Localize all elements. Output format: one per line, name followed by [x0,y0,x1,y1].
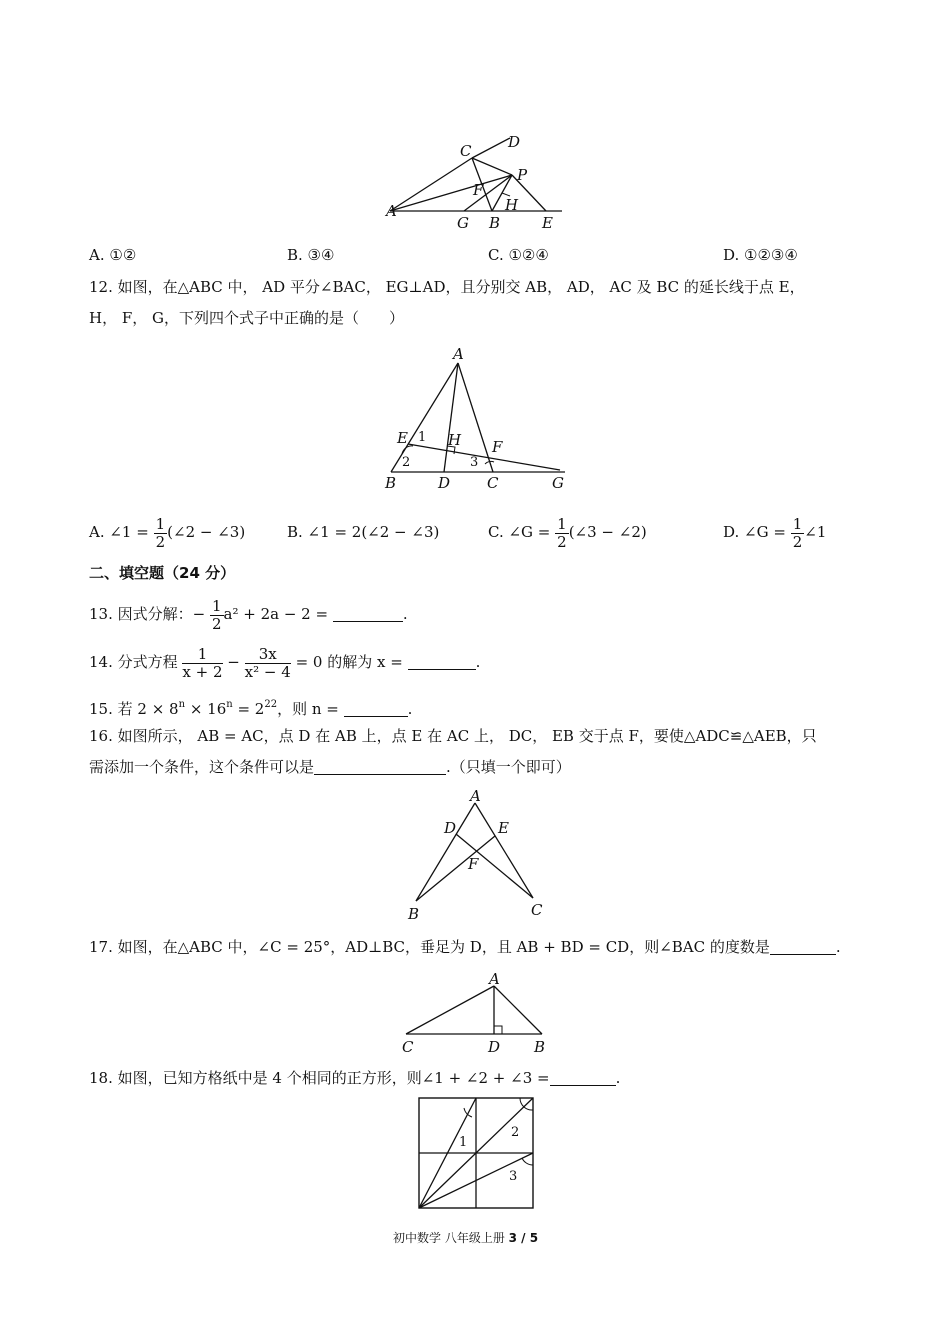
q12-option-a-prefix: A. ∠1 = [89,523,149,541]
q15-mid1: × 16 [185,700,227,718]
q11-option-c: C. ①②④ [488,246,549,264]
q12-d-den: 2 [792,532,803,551]
q16-label-C: C [531,901,543,919]
q15-end: . [407,700,413,718]
q12-label-C: C [487,474,499,491]
q14-end: . [475,653,481,671]
page-footer [393,1228,538,1248]
q14-f2-den: x² − 4 [244,662,291,681]
q15-exp-22: 22 [264,699,278,710]
q12-option-a-half [154,516,168,551]
q16-label-F: F [468,855,479,873]
q11-label-P: P [517,166,528,184]
q12-option-c-suffix: (∠3 − ∠2) [568,523,647,541]
q18-text: 18. 如图，已知方格纸中是 4 个相同的正方形，则∠1 + ∠2 + ∠3 = [89,1069,550,1087]
q17-label-B: B [534,1038,546,1056]
q13-prefix: 13. 因式分解： [89,605,193,623]
q11-label-F: F [473,181,484,199]
q18-label-1: 1 [459,1135,468,1150]
q17-question [89,937,841,957]
q11-label-C: C [460,142,472,160]
q13-fraction [210,598,224,633]
q14-minus: − [227,653,240,671]
q12-option-d-prefix: D. ∠G = [723,523,786,541]
q12-option-b: B. ∠1 = 2(∠2 − ∠3) [287,523,440,541]
q18-end: . [615,1069,621,1087]
q12-question-line2: H， F， G，下列四个式子中正确的是（ ） [89,309,405,327]
q14-f1-den: x + 2 [182,662,223,681]
q14-fraction-2 [245,646,291,681]
q17-label-D: D [488,1038,501,1056]
q11-figure [380,130,580,235]
q15-mid2: = 2 [232,700,265,718]
q17-figure [396,970,556,1058]
q14-mid: = 0 的解为 x = [295,653,403,671]
footer-subject: 初中数学 八年级上册 [393,1231,505,1245]
q14-f2-num: 3x [245,646,291,664]
q16-label-B: B [408,905,420,923]
q11-label-A: A [386,202,397,220]
q11-label-E: E [542,214,553,232]
q13-end: . [402,605,408,623]
q13-expression: a² + 2a − 2 = [223,605,329,623]
q15-exp-n1: n [178,699,186,710]
section-title-fill-in: 二、填空题（24 分） [89,564,236,582]
q14-question [89,643,480,681]
q16-question-line2 [89,757,571,777]
q12-figure [382,346,572,491]
q12-a-num: 1 [155,514,166,533]
q15-question [89,695,412,719]
q17-label-C: C [402,1038,414,1056]
q11-option-b: B. ③④ [287,246,335,264]
q12-label-2: 2 [402,455,411,470]
q16-label-A: A [470,787,481,805]
q12-a-den: 2 [155,532,166,551]
q12-question-line1: 12. 如图，在△ABC 中， AD 平分∠BAC， EG⊥AD，且分别交 AB， AD， AC 及 BC 的延长线于点 E， [89,278,805,296]
q16-answer-blank[interactable] [314,760,446,775]
q16-figure [400,785,550,925]
q15-prefix: 15. 若 2 × 8 [89,700,179,718]
q12-label-G: G [552,474,564,491]
q14-prefix: 14. 分式方程 [89,653,178,671]
q12-c-den: 2 [557,532,567,551]
q17-end: . [835,938,841,956]
q16-label-E: E [498,819,509,837]
q18-figure [414,1094,538,1212]
q12-option-d-half [791,516,805,551]
q18-label-2: 2 [511,1125,520,1140]
q12-label-H: H [448,431,462,449]
q12-option-a [89,513,245,551]
q12-d-num: 1 [792,514,803,533]
q11-option-d: D. ①②③④ [723,246,798,264]
q11-label-G: G [457,214,469,232]
q13-minus: − [192,605,206,623]
q12-option-d [723,513,826,551]
q16-line2-suffix: .（只填一个即可） [446,758,571,776]
q13-num: 1 [211,596,222,615]
q17-label-A: A [489,970,500,988]
q16-line2-prefix: 需添加一个条件，这个条件可以是 [89,758,315,776]
q13-answer-blank[interactable] [333,607,403,622]
q13-den: 2 [211,614,222,633]
q11-label-B: B [489,214,501,232]
q18-answer-blank[interactable] [550,1071,616,1086]
q17-answer-blank[interactable] [770,940,836,955]
q12-label-3: 3 [470,455,479,470]
q15-exp-n2: n [226,699,233,710]
q12-option-d-suffix: ∠1 [804,523,827,541]
q17-text: 17. 如图，在△ABC 中，∠C = 25°，AD⊥BC，垂足为 D，且 AB + BD = CD，则∠BAC 的度数是 [89,938,770,956]
q16-question-line1: 16. 如图所示， AB = AC，点 D 在 AB 上，点 E 在 AC 上， DC， EB 交于点 F，要使△ADC≌△AEB，只 [89,727,817,745]
q12-option-c [488,513,647,551]
q12-option-c-prefix: C. ∠G = [488,523,551,541]
q12-c-num: 1 [557,514,567,533]
q11-option-a: A. ①② [89,246,137,264]
q12-label-E: E [397,429,408,447]
q16-label-D: D [444,819,457,837]
q14-fraction-1 [182,646,222,681]
q13-question [89,595,408,633]
q18-question [89,1068,620,1088]
q11-label-H: H [505,196,519,214]
q12-label-D: D [438,474,451,491]
q12-label-1: 1 [418,430,427,445]
q11-label-D: D [508,133,521,151]
q12-label-B: B [385,474,397,491]
footer-page-number: 3 / 5 [508,1231,539,1245]
q18-label-3: 3 [509,1169,518,1184]
q14-f1-num: 1 [182,646,222,664]
q15-answer-blank[interactable] [344,702,408,717]
q14-answer-blank[interactable] [408,655,476,670]
q12-label-A: A [453,346,464,363]
q12-label-F: F [492,438,503,456]
q12-option-c-half [555,516,569,551]
q12-option-a-suffix: (∠2 − ∠3) [167,523,246,541]
q15-mid3: ，则 n = [277,700,339,718]
